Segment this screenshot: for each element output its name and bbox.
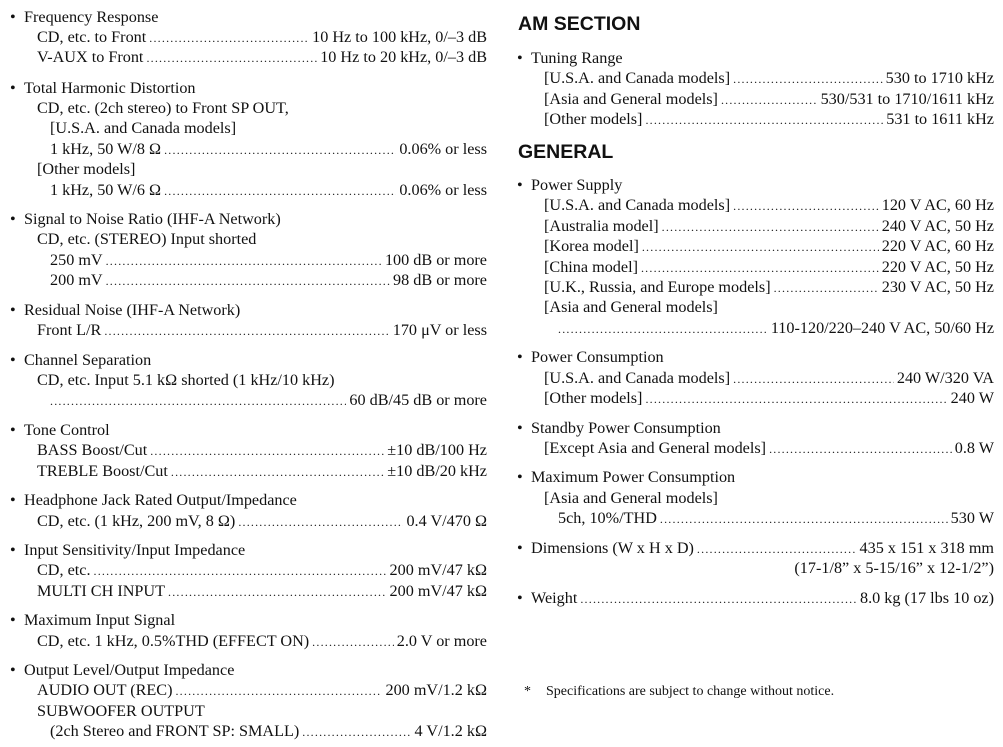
spec-row: MULTI CH INPUT ..... 200 mV/47 kΩ: [37, 581, 487, 601]
am-section-heading: AM SECTION: [518, 13, 641, 35]
freq-response-title: • Frequency Response: [24, 7, 158, 27]
spec-row: [Other models] ..... 240 W: [544, 388, 994, 408]
input-sensitivity-title: • Input Sensitivity/Input Impedance: [24, 540, 245, 560]
spec-row: CD, etc. (1 kHz, 200 mV, 8 Ω) ..... 0.4 V/470 Ω: [37, 511, 487, 531]
output-level-title: • Output Level/Output Impedance: [24, 660, 234, 680]
spec-row: (2ch Stereo and FRONT SP: SMALL) ..... 4 V/1.2 kΩ: [50, 721, 487, 741]
standby-power-title: • Standby Power Consumption: [531, 418, 721, 438]
spec-row: BASS Boost/Cut ..... ±10 dB/100 Hz: [37, 440, 487, 460]
spec-row: [Korea model] ..... 220 V AC, 60 Hz: [544, 236, 994, 256]
spec-subtitle: CD, etc. (STEREO) Input shorted: [37, 230, 257, 248]
spec-row: [U.K., Russia, and Europe models] ..... 230 V AC, 50 Hz: [544, 277, 994, 297]
footnote: [524, 683, 834, 701]
power-supply-title: • Power Supply: [531, 175, 622, 195]
tone-control-title: • Tone Control: [24, 420, 110, 440]
spec-subtitle: [U.S.A. and Canada models]: [50, 119, 237, 137]
spec-row: [U.S.A. and Canada models] ..... 530 to 1710 kHz: [544, 68, 994, 88]
thd-title: • Total Harmonic Distortion: [24, 78, 196, 98]
snr-title: • Signal to Noise Ratio (IHF-A Network): [24, 209, 281, 229]
channel-separation-title: • Channel Separation: [24, 350, 151, 370]
tuning-range-title: • Tuning Range: [531, 48, 623, 68]
max-input-title: • Maximum Input Signal: [24, 610, 175, 630]
spec-row: [Australia model] ..... 240 V AC, 50 Hz: [544, 216, 994, 236]
spec-row: ..... 110-120/220–240 V AC, 50/60 Hz: [558, 318, 994, 338]
footnote-text: Specifications are subject to change without notice.: [546, 684, 835, 699]
spec-row: 1 kHz, 50 W/8 Ω ..... 0.06% or less: [50, 139, 487, 159]
spec-row: Front L/R ..... 170 μV or less: [37, 320, 487, 340]
max-power-title: • Maximum Power Consumption: [531, 467, 735, 487]
spec-row: [China model] ..... 220 V AC, 50 Hz: [544, 257, 994, 277]
spec-row: CD, etc. ..... 200 mV/47 kΩ: [37, 560, 487, 580]
headphone-title: • Headphone Jack Rated Output/Impedance: [24, 490, 297, 510]
spec-row: [Other models] ..... 531 to 1611 kHz: [544, 109, 994, 129]
spec-subtitle: SUBWOOFER OUTPUT: [37, 702, 205, 720]
power-consumption-title: • Power Consumption: [531, 347, 664, 367]
spec-row: 5ch, 10%/THD ..... 530 W: [558, 508, 994, 528]
spec-row: [U.S.A. and Canada models] ..... 240 W/320 VA: [544, 368, 994, 388]
spec-row: 1 kHz, 50 W/6 Ω ..... 0.06% or less: [50, 180, 487, 200]
dimensions-inches: (17-1/8” x 5-15/16” x 12-1/2”): [794, 559, 994, 577]
spec-subtitle: CD, etc. Input 5.1 kΩ shorted (1 kHz/10 kHz): [37, 371, 335, 389]
dimensions-row: • Dimensions (W x H x D) ..... 435 x 151 x 318 mm: [531, 538, 994, 558]
spec-row: ..... 60 dB/45 dB or more: [50, 390, 487, 410]
spec-row: V-AUX to Front ..... 10 Hz to 20 kHz, 0/–3 dB: [37, 47, 487, 67]
spec-row: [Asia and General models] ..... 530/531 to 1710/1611 kHz: [544, 89, 994, 109]
spec-subtitle: [Asia and General models]: [544, 298, 718, 316]
spec-row: [Except Asia and General models] ..... 0.8 W: [544, 438, 994, 458]
spec-row: TREBLE Boost/Cut ..... ±10 dB/20 kHz: [37, 461, 487, 481]
residual-noise-title: • Residual Noise (IHF-A Network): [24, 300, 240, 320]
spec-subtitle: [Other models]: [37, 160, 136, 178]
general-heading: GENERAL: [518, 141, 614, 163]
spec-subtitle: CD, etc. (2ch stereo) to Front SP OUT,: [37, 99, 289, 117]
weight-row: • Weight ..... 8.0 kg (17 lbs 10 oz): [531, 588, 994, 608]
footnote-asterisk: *: [524, 684, 531, 699]
spec-row: AUDIO OUT (REC) ..... 200 mV/1.2 kΩ: [37, 680, 487, 700]
spec-subtitle: [Asia and General models]: [544, 489, 718, 507]
spec-row: 250 mV ..... 100 dB or more: [50, 250, 487, 270]
spec-row: CD, etc. 1 kHz, 0.5%THD (EFFECT ON) ..... 2.0 V or more: [37, 631, 487, 651]
spec-row: 200 mV ..... 98 dB or more: [50, 270, 487, 290]
spec-row: CD, etc. to Front ..... 10 Hz to 100 kHz, 0/–3 dB: [37, 27, 487, 47]
spec-row: [U.S.A. and Canada models] ..... 120 V AC, 60 Hz: [544, 195, 994, 215]
